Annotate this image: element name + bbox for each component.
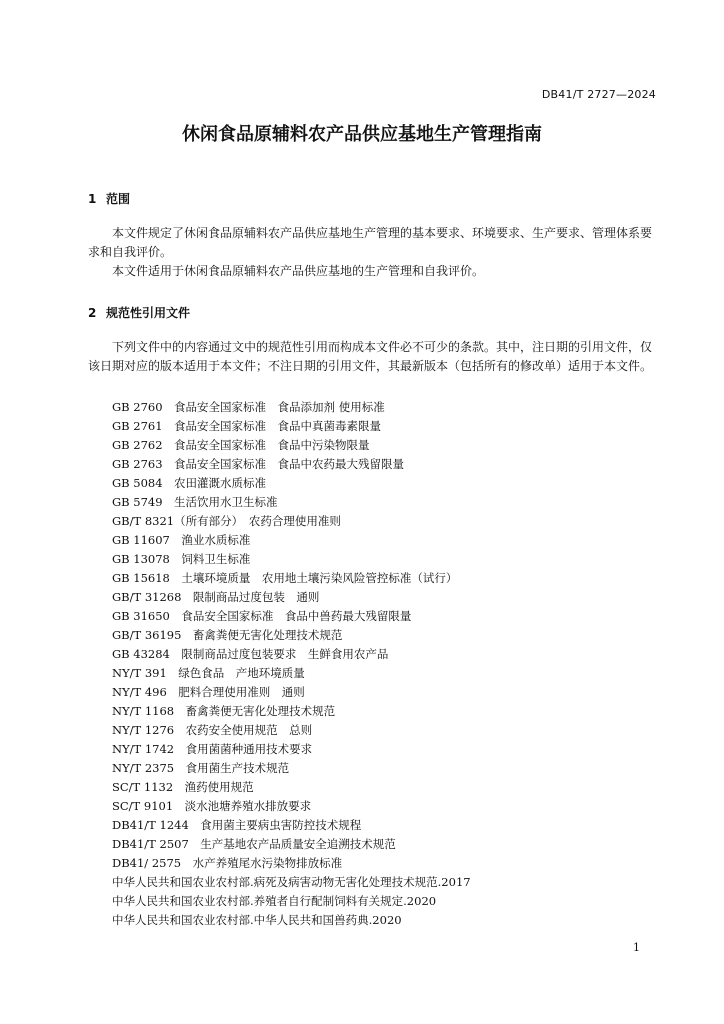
reference-item: NY/T 1168 畜禽粪便无害化处理技术规范 [112,704,336,718]
reference-item: GB 13078 饲料卫生标准 [112,552,251,566]
document-title: 休闲食品原辅料农产品供应基地生产管理指南 [182,124,542,145]
paragraph-text: 本文件规定了休闲食品原辅料农产品供应基地生产管理的基本要求、环境要求、生产要求、管理体系要求和自我评价。 [88,226,653,259]
reference-item: GB/T 36195 畜禽粪便无害化处理技术规范 [112,628,343,642]
scope-paragraph-1 [88,224,658,262]
reference-item: 中华人民共和国农业农村部.中华人民共和国兽药典.2020 [112,913,402,927]
reference-item: GB/T 8321（所有部分） 农药合理使用准则 [112,514,341,528]
section-number: 1 [88,192,97,206]
reference-item: NY/T 2375 食用菌生产技术规范 [112,761,290,775]
section-heading-scope [88,190,130,207]
section-heading-normative-references [88,304,190,321]
reference-item: GB 2763 食品安全国家标准 食品中农药最大残留限量 [112,457,405,471]
section-title: 规范性引用文件 [106,306,191,320]
reference-list [112,398,471,930]
reference-item: NY/T 391 绿色食品 产地环境质量 [112,666,305,680]
reference-item: NY/T 1276 农药安全使用规范 总则 [112,723,313,737]
reference-item: GB 43284 限制商品过度包装要求 生鲜食用农产品 [112,647,389,661]
reference-item: GB 5749 生活饮用水卫生标准 [112,495,278,509]
paragraph-text: 下列文件中的内容通过文中的规范性引用而构成本文件必不可少的条款。其中，注日期的引用文件，仅该日期对应的版本适用于本文件；不注日期的引用文件，其最新版本（包括所有的修改单）适用于本文件。 [88,340,653,373]
page-number: 1 [633,941,640,954]
reference-item: NY/T 1742 食用菌菌种通用技术要求 [112,742,313,756]
section-number: 2 [88,306,97,320]
reference-item: GB/T 31268 限制商品过度包装 通则 [112,590,320,604]
reference-item: NY/T 496 肥料合理使用准则 通则 [112,685,305,699]
reference-item: SC/T 9101 淡水池塘养殖水排放要求 [112,799,312,813]
reference-item: 中华人民共和国农业农村部.养殖者自行配制饲料有关规定.2020 [112,894,437,908]
reference-item: GB 15618 土壤环境质量 农用地土壤污染风险管控标准（试行） [112,571,458,585]
references-intro-paragraph [88,338,658,376]
reference-item: GB 2760 食品安全国家标准 食品添加剂 使用标准 [112,400,385,414]
reference-item: DB41/ 2575 水产养殖尾水污染物排放标准 [112,856,343,870]
reference-item: DB41/T 2507 生产基地农产品质量安全追溯技术规范 [112,837,396,851]
section-title: 范围 [106,192,131,206]
reference-item: GB 11607 渔业水质标准 [112,533,251,547]
reference-item: SC/T 1132 渔药使用规范 [112,780,254,794]
reference-item: GB 31650 食品安全国家标准 食品中兽药最大残留限量 [112,609,412,623]
reference-item: 中华人民共和国农业农村部.病死及病害动物无害化处理技术规范.2017 [112,875,471,889]
document-code: DB41/T 2727—2024 [541,88,656,101]
reference-item: DB41/T 1244 食用菌主要病虫害防控技术规程 [112,818,362,832]
paragraph-text: 本文件适用于休闲食品原辅料农产品供应基地的生产管理和自我评价。 [112,264,485,278]
reference-item: GB 2761 食品安全国家标准 食品中真菌毒素限量 [112,419,382,433]
reference-item: GB 2762 食品安全国家标准 食品中污染物限量 [112,438,370,452]
reference-item: GB 5084 农田灌溉水质标准 [112,476,267,490]
scope-paragraph-2 [88,262,658,281]
